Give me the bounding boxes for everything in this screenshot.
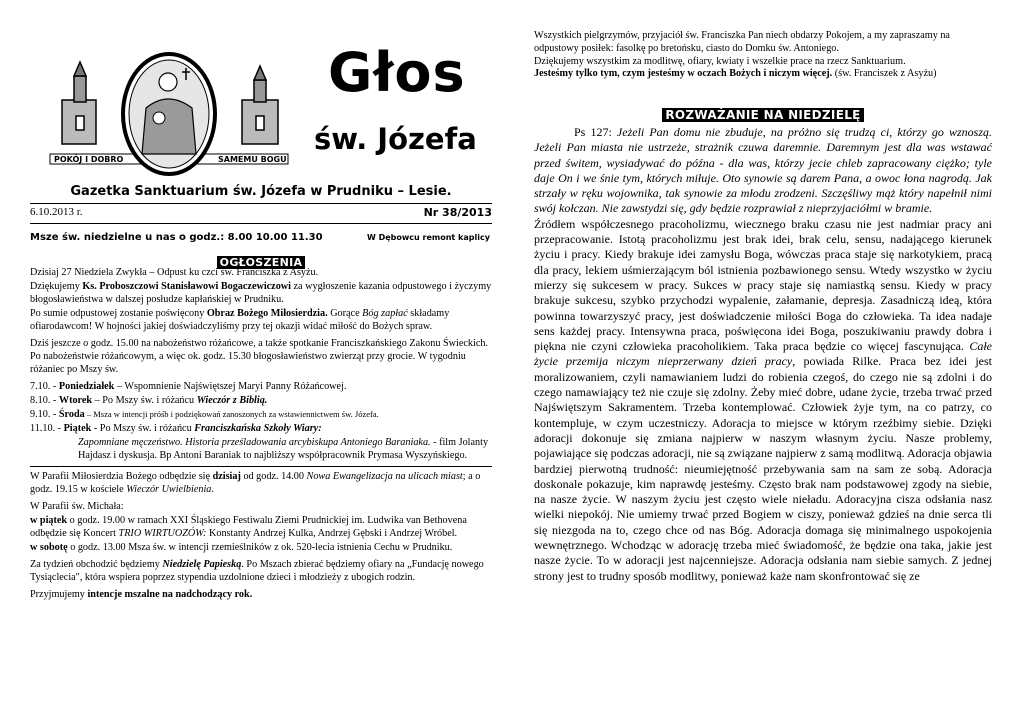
notice-day-wednesday: 9.10. - Środa – Msza w intencji próśb i podziękowań zanoszonych za wstawiennictwem św. Józefa. — [30, 409, 379, 420]
divider — [30, 203, 492, 204]
church-right-icon — [242, 66, 278, 144]
notice-obraz: Po sumie odpustowej zostanie poświęcony Obraz Bożego Miłosierdzia. Gorące Bóg zapłać składamy ofiarodawcom! W hojności jakiej doświadczyliśmy przy tej okazji widać miłość do Bożych spraw. — [30, 308, 450, 332]
right-column — [534, 0, 992, 724]
notice-day-friday: 11.10. - Piątek - Po Mszy św. i różańcu Franciszkańska Szkoły Wiary: — [30, 423, 322, 434]
mass-times — [30, 232, 492, 243]
sanctuary-logo — [46, 50, 292, 180]
notice-michal-friday: w piątek o godz. 19.00 w ramach XXI Śląskiego Festiwalu Ziemi Prudnickiej im. Ludwika van Bethovena odbędzie się Koncert TRIO WIRTUOZÓW: Konstanty Andrzej Kulka, Andrzej Gębski i Andrzej Wróbel. — [30, 515, 467, 539]
notice-gratitude: Dziękujemy wszystkim za modlitwę, ofiary, kwiaty i wszelkie prace na rzecz Sanktuarium. — [534, 55, 906, 67]
announcements-header: OGŁOSZENIA — [217, 256, 306, 269]
masthead — [46, 30, 486, 180]
left-column — [30, 0, 492, 724]
divider — [30, 223, 492, 224]
notice-today: Dziś jeszcze o godz. 15.00 na nabożeństwo różańcowe, a także spotkanie Franciszkańskiego Zakonu Świeckich. Po nabożeństwie różańcowym, a więc ok. godz. 15.30 błogosławieństwo zwierząt przy grocie. W tygodniu różaniec po Mszy św. — [30, 338, 488, 375]
psalm-quote: Ps 127: Jeżeli Pan domu nie zbuduje, na próżno się trudzą ci, którzy go wznoszą. Jeżeli Pan miasta nie ustrzeże, strażnik czuwa daremnie. Daremnym jest dla was wstawać przed świtem, wysiadywać do późna - dla was, którzy jecie chleb zapracowany ciężko; tyle daje On i we śnie tym, których miłuje. Oto synowie są darem Pana, a owoc łona nagrodą. Jak strzały w ręku wojownika, tak synowie za młodu zrodzeni. Szczęśliwy mąż który napełnił nimi swój kołczan. Nie zawstydzi się, gdy będzie rozprawiał z nieprzyjaciółmi w bramie. — [534, 125, 992, 216]
reflection-header: ROZWAŻANIE NA NIEDZIELĘ — [662, 108, 863, 122]
announcements — [30, 266, 492, 602]
notice-thanks: Dziękujemy Ks. Proboszczowi Stanisławowi Bogaczewiczowi za wygłoszenie kazania odpustowego i życzymy błogosławieństwa w dalszej posłudze kapłańskiej w Prudniku. — [30, 281, 492, 305]
notice-day-tuesday: 8.10. - Wtorek – Po Mszy św. i różańcu Wieczór z Biblią. — [30, 395, 268, 406]
notice-quote: Jesteśmy tylko tym, czym jesteśmy w oczach Bożych i niczym więcej. (św. Franciszek z Asyżu) — [534, 68, 937, 80]
notice-odpust: Dzisiaj 27 Niedziela Zwykła – Odpust ku czci św. Franciszka z Asyżu. — [30, 267, 319, 278]
notice-film: Zapomniane męczeństwo. Historia prześladowania arcybiskupa Antoniego Baraniaka. - film Jolanty Hajdasz i dyskusja. Bp Antoni Baraniak to najbliższy współpracownik Prymasa Wyszyńskiego. — [78, 437, 489, 461]
newsletter-subtitle: Gazetka Sanktuarium św. Józefa w Prudniku – Lesie. — [70, 184, 452, 199]
remont-note: W Dębowcu remont kaplicy — [367, 233, 490, 242]
notice-pilgrims: Wszystkich pielgrzymów, przyjaciół św. Franciszka Pan niech obdarzy Pokojem, a my zapraszamy na odpustowy posiłek: fasolkę po bretońsku, ciasto do Domku św. Antoniego. — [534, 30, 950, 54]
notice-milosierdzie: W Parafii Miłosierdzia Bożego odbędzie się dzisiaj od godz. 14.00 Nowa Ewangelizacja na ulicach miast; a o godz. 19.15 w kościele Wieczór Uwielbienia. — [30, 471, 481, 495]
reflection — [534, 125, 992, 584]
church-left-icon — [62, 62, 96, 144]
notice-day-monday: 7.10. - Poniedziałek – Wspomnienie Najświętszej Maryi Panny Różańcowej. — [30, 381, 347, 392]
reflection-header-wrap — [534, 106, 992, 124]
issue-date: 6.10.2013 r. — [30, 206, 83, 218]
logo-motto-left: POKÓJ I DOBRO — [54, 155, 124, 164]
logo-motto-right: SAMEMU BOGU — [218, 155, 287, 164]
notice-michal-saturday: w sobotę o godz. 13.00 Msza św. w intencji rzemieślników z ok. 520-lecia istnienia Cechu w Prudniku. — [30, 542, 453, 553]
reflection-body: Źródłem współczesnego pracoholizmu, wiecznego braku czasu nie jest nadmiar pracy ani przepracowanie. Istotą pracoholizmu jest brak idei, brak celu, sensu, nadającego kierunek życiu i pracy. Kiedy brakuje idei zamysłu Boga, wówczas praca staje się narkotykiem, pracą dla pracy, lekiem uśmierzającym ból istnienia pozbawionego sensu. Wtedy wszystko w życiu mierzy się sukcesem w pracy. Sukces w pracy staje się namiastką sensu. Kiedy w pracy brakuje sukcesu, szybko przychodzi wypalenie, załamanie, depresja. Zasadniczą ideą, która powinna towarzyszyć pracy, jest doświadczenie miłości Boga do człowieka. Ta idea nadaje sens każdej pracy. Intensywna praca, poświęcona idei Boga, poszukiwaniu prawdy dobra i piękna nie czyni człowieka pracoholikiem. Taka praca będzie co więcej fascynująca. Całe życie przemija niczym nieprzerwany dzień pracy, powiada Rilke. Praca bez idei jest moralizowaniem, czyli namawianiem ludzi do robienia czegoś, do czego nie są zdolni i do czego namawiający też nie czuje się zdolny. Żeby mieć dobre, udane życie, trzeba trwać przed Najświętszym Sakramentem. Trzeba kontemplować. Człowiek żyje tym, na co patrzy, co kontempluje, w czym uczestniczy. Adoracja to miejsce w którym rzeźbimy siebie. Dzięki adoracji dokonuje się zmiana najpierw w naszym własnym życiu. Nasze problemy, pojawiające się podczas adoracji, nie są związane najpierw z samą modlitwą. Adoracja objawia bardziej pierwotną trudność: nieumiejętność przebywania sam na sam ze sobą. Adoracja doskonale pokazuje, kim naprawdę jesteśmy. Często brak nam podstawowej zgody na siebie, na nasze życie. W naszym życiu jest często wiele nieładu. Adoracyjna cisza odsłania nasz wielki niepokój. Nie umiemy trwać przed Bogiem w ciszy, ponieważ gdzieś na dnie serca tli się niezgoda na to, czego chce od nas Bóg. Adoracja domaga się minimalnego uspokojenia wewnętrznego. Wchodząc w adorację trzeba mieć świadomość, że będzie ona taka, jakie jest nasze życie. To w adoracji jest najcenniejsze. Adoracja odsłania nam siebie samych. Z jednej strony jest to trudny sposób modlitwy, ponieważ każe nam skonfrontować się ze — [534, 216, 992, 583]
newsletter-title-line2: św. Józefa — [314, 122, 477, 156]
divider — [30, 466, 492, 467]
issue-number: Nr 38/2013 — [423, 206, 492, 219]
right-top-notices — [534, 30, 992, 81]
mass-times-text: Msze św. niedzielne u nas o godz.: 8.00 10.00 11.30 — [30, 232, 323, 243]
notice-papieska: Za tydzień obchodzić będziemy Niedzielę Papieską. Po Mszach zbierać będziemy ofiary na „Fundację nowego Tysiąclecia", która wspiera poprzez stypendia uzdolnione dzieci i młodzieży z ubogich rodzin. — [30, 559, 484, 583]
newsletter-title-line1: Głos — [328, 41, 466, 104]
notice-michal-title: W Parafii św. Michała: — [30, 501, 124, 512]
notice-intencje: Przyjmujemy intencje mszalne na nadchodzący rok. — [30, 589, 253, 600]
